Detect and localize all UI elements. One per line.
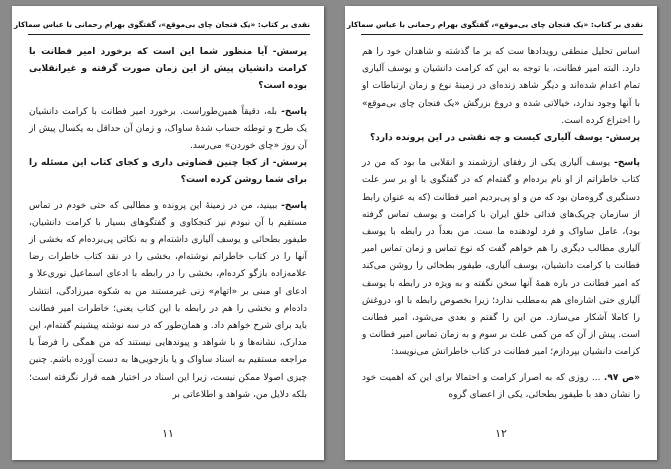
header-rule (361, 34, 643, 35)
answer-paragraph (29, 104, 307, 156)
page-header (346, 20, 643, 32)
header-rule (28, 34, 310, 35)
page-body (29, 44, 307, 404)
body-paragraph: اساس تحلیل منطقی رویدادها ست که بر ما گذشته و شاهدان خود را هم دارد. البته امیر فطانت، با توجه به این که کرامت دانشیان و یوسف آلیاری تمام اعدام شده‌اند و دیگر شاهد زنده‌ای در زمینهٔ نوع و زمان ارتباطات او با آنها وجود ندارد، خیالاتی شده و دروغ بزرگش «یک فنجان چای بی‌موقع» را اختراع کرده است. (362, 47, 640, 126)
answer-label: پاسخ- (281, 200, 307, 211)
page-body (362, 44, 640, 404)
answer-label: پاسخ- (614, 158, 640, 169)
right-page (345, 6, 657, 460)
page-number: ١٢ (495, 427, 507, 440)
quote-text: ... روزی که به اصرار کرامت و احتمالا برای این که اهمیت خود را نشان دهد با طیفور بطحائی، یکی از اعضای گروه (362, 372, 640, 400)
page-number: ١١ (162, 427, 174, 440)
answer-text: بله، دقیقاً همین‌طوراست. برخورد امیر فطانت با کرامت دانشیان یک طرح و توطئه حساب شدهٔ ساواک، و زمان آن حداقل به یکسال پیش از آن روز «چای خوردن» می‌رسد. (29, 106, 307, 152)
answer-text: یوسف آلیاری یکی از رفقای ارزشمند و انقلابی ما بود که من در کتاب خاطراتم از او نام برده‌ام و گفته‌ام که در گفتگوی با او بر سر علت دستگیری گروه‌مان بود که من و او پی‌بردیم امیر فطانت (که به عنوان رابط از سازمان چریک‌های فدائی خلق ایران با کرامت و یوسف تماس گرفته بود)، عامل ساواک و فرد لودهنده ما ست. من بعداً در رابطه با یوسف آلیاری مطالب دیگری را هم خواهم گفت که نوع تماس و زمان تماس امیر فطانت با کرامت دانشیان، یوسف آلیاری، طیفور بطحائی را روشن می‌کند که امیر فطانت در باره همهٔ آنها سخن نگفته و به ویژه در رابطه با یوسف آلیاری حتی اشاره‌ای هم به‌مطلب ندارد؛ زیرا بخصوص رابطه با او، دروغش را کاملا آشکار می‌سازد. من این را گفتم و بعدی می‌شود، امیر فطانت است. پیش از آن که من کمی علت بر سوم و به زمان تماس امیر فطانت و کرامت دانشیان بپردازم؛ امیر فطانت در کتاب خاطراتش می‌نویسد: (362, 158, 640, 358)
header-book-title: نقدی بر کتاب: «یک فنجان چای بی‌موقع»، گفتگوی بهرام رحمانی با عباس سماکار (346, 20, 643, 29)
quote-paragraph (362, 370, 640, 404)
header-book-title: نقدی بر کتاب: «یک فنجان چای بی‌موقع»، گفتگوی بهرام رحمانی با عباس سماکار (13, 20, 310, 29)
question-paragraph: پرسش- از کجا چنین قضاوتی داری و کجای کتاب این مسئله را برای شما روشن کرده است؟ (29, 158, 307, 186)
page-header (13, 20, 310, 32)
left-page (12, 6, 324, 460)
answer-label: پاسخ- (281, 106, 307, 117)
question-paragraph: پرسش- یوسف آلیاری کیست و چه نقشی در این پرونده دارد؟ (370, 133, 640, 144)
answer-text: ببینید، من در زمینهٔ این پرونده و مطالبی که حتی خودم در تماس مستقیم با آن نبودم نیز کنجکاوی و گفتگوهای بسیار با کرامت دانشیان، طیفور بطحائی و یوسف آلیاری داشته‌ام و به نکاتی پی‌برده‌ام که بخشی از آنها را در کتاب خاطراتم نوشته‌ام، بخشی را در نقد کتاب خاطرات رضا علامه‌زاده بازگو کرده‌ام، بخشی را در رابطه با ادعای اسماعیل نوری‌علا و ادعای او مبنی بر «اتهام» زنی غیرمستند من به شکوه میرزادگی، انتشار داده‌ام و بخشی را هم در رابطه با این کتاب یعنی؛ خاطرات امیر فطانت باید برای شرح خواهم داد. و همان‌طور که در سه نوشته پیشینم گفته‌ام، این مدارک، نشانه‌ها و با شواهد و پیوندهایی نیستند که من همگی را فرضاً با مراجعه مستقیم به اسناد ساواک و یا بازجویی‌ها به دست آورده باشم. چنین چیزی اصولا ممکن نیست، زیرا این اسناد در اختیار همه قرار نگرفته است؛ بلکه دلایل من، شواهد و اطلاعاتی بر (29, 200, 307, 400)
quote-label: «ص ٩٧. (603, 372, 640, 383)
answer-paragraph (362, 155, 640, 361)
answer-paragraph (29, 198, 307, 404)
question-paragraph: پرسش- آیا منظور شما این است که برخورد امیر فطانت با کرامت دانشیان پیش از این زمان صورت گرفته و غیرانقلابی بوده است؟ (29, 47, 307, 92)
